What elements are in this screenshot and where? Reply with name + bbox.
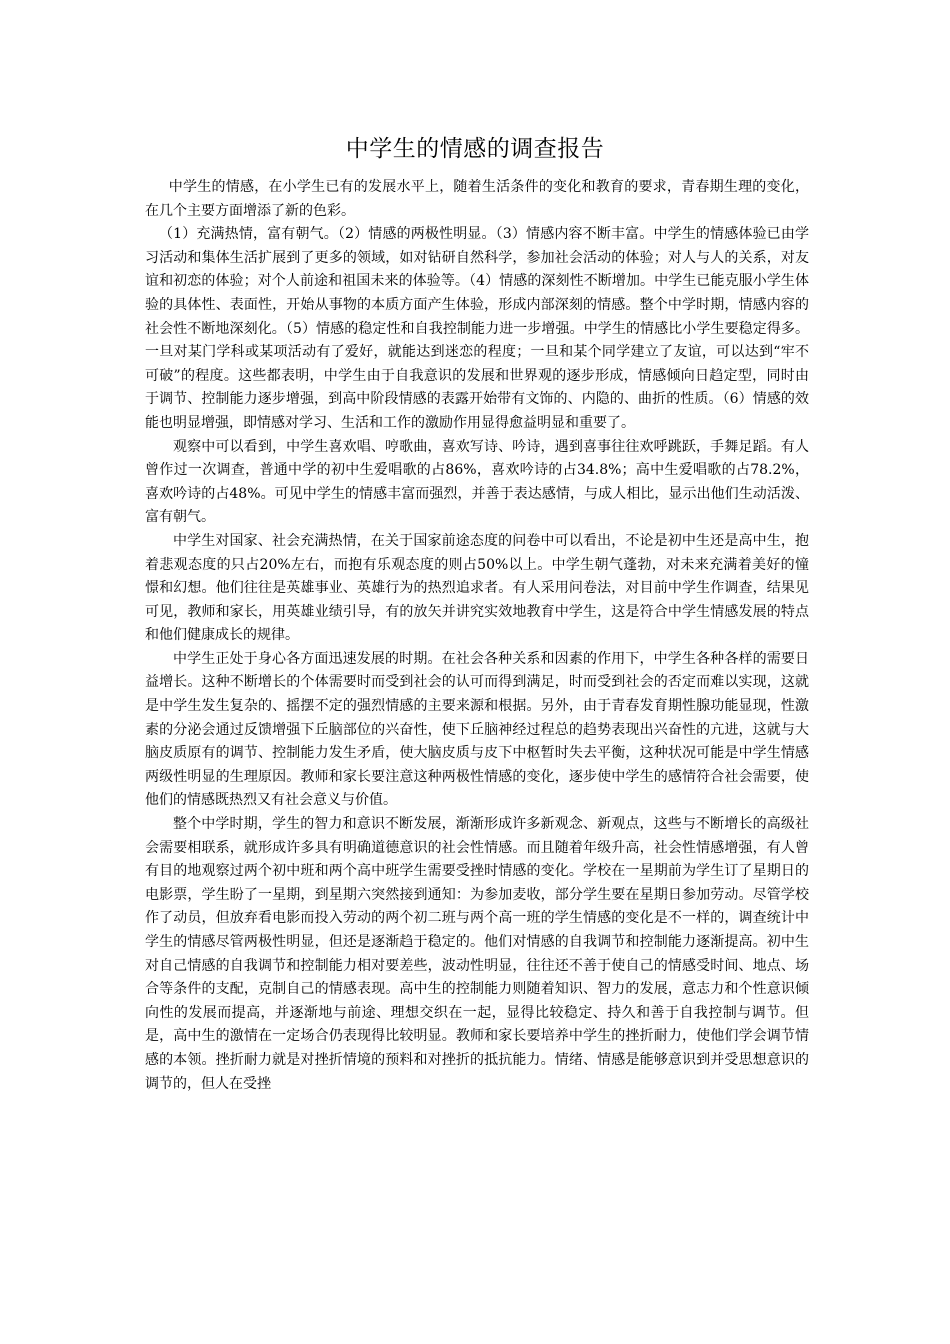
paragraph-intro: 中学生的情感，在小学生已有的发展水平上，随着生活条件的变化和教育的要求，青春期生理的变化，在几个主要方面增添了新的色彩。 bbox=[145, 179, 809, 219]
document-body bbox=[145, 176, 809, 1096]
paragraph-development: 中学生正处于身心各方面迅速发展的时期。在社会各种关系和因素的作用下，中学生各种各样的需要日益增长。这种不断增长的个体需要时而受到社会的认可而得到满足，时而受到社会的否定而难以实现，这就是中学生发生复杂的、摇摆不定的强烈情感的主要来源和根据。另外，由于青春发育期性腺功能显现，性激素的分泌会通过反馈增强下丘脑部位的兴奋性，使下丘脑神经过程总的趋势表现出兴奋性的亢进，这就与大脑皮质原有的调节、控制能力发生矛盾，使大脑皮质与皮下中枢暂时失去平衡，这种状况可能是中学生情感两级性明显的生理原因。教师和家长要注意这种两极性情感的变化，逐步使中学生的感情符合社会需要，使他们的情感既热烈又有社会意义与价值。 bbox=[145, 650, 809, 809]
paragraph-characteristics: （1）充满热情，富有朝气。（2）情感的两极性明显。（3）情感内容不断丰富。中学生的情感体验已由学习活动和集体生活扩展到了更多的领域，如对钻研自然科学，参加社会活动的体验；对人与人的关系，对友谊和初恋的体验；对个人前途和祖国未来的体验等。（4）情感的深刻性不断增加。中学生已能克服小学生体验的具体性、表面性，开始从事物的本质方面产生体验，形成内部深刻的情感。整个中学时期，情感内容的社会性不断地深刻化。（5）情感的稳定性和自我控制能力进一步增强。中学生的情感比小学生要稳定得多。一旦对某门学科或某项活动有了爱好，就能达到迷恋的程度；一旦和某个同学建立了友谊，可以达到“牢不可破”的程度。这些都表明，中学生由于自我意识的发展和世界观的逐步形成，情感倾向日趋定型，同时由于调节、控制能力逐步增强，到高中阶段情感的表露开始带有文饰的、内隐的、曲折的性质。（6）情感的效能也明显增强，即情感对学习、生活和工作的激励作用显得愈益明显和重要了。 bbox=[145, 226, 809, 431]
paragraph-enthusiasm: 中学生对国家、社会充满热情，在关于国家前途态度的问卷中可以看出，不论是初中生还是高中生，抱着悲观态度的只占20%左右，而抱有乐观态度的则占50%以上。中学生朝气蓬勃，对未来充满着美好的憧憬和幻想。他们往往是英雄事业、英雄行为的热烈追求者。有人采用问卷法，对目前中学生作调查，结果见可见，教师和家长，用英雄业绩引导，有的放矢并讲究实效地教育中学生，这是符合中学生情感发展的特点和他们健康成长的规律。 bbox=[145, 532, 809, 644]
document-title: 中学生的情感的调查报告 bbox=[345, 136, 605, 162]
paragraph-observation: 观察中可以看到，中学生喜欢唱、哼歌曲，喜欢写诗、吟诗，遇到喜事往往欢呼跳跃，手舞足蹈。有人曾作过一次调查，普通中学的初中生爱唱歌的占86%，喜欢吟诗的占34.8%；高中生爱唱歌的占78.2%，喜欢吟诗的占48%。可见中学生的情感丰富而强烈，并善于表达感情，与成人相比，显示出他们生动活泼、富有朝气。 bbox=[145, 438, 809, 526]
paragraph-middle-school-period: 整个中学时期，学生的智力和意识不断发展，渐渐形成许多新观念、新观点，这些与不断增长的高级社会需要相联系，就形成许多具有明确道德意识的社会性情感。而且随着年级升高，社会性情感增强，有人曾有目的地观察过两个初中班和两个高中班学生需要受挫时情感的变化。学校在一星期前为学生订了星期日的电影票，学生盼了一星期，到星期六突然接到通知：为参加麦收，部分学生要在星期日参加劳动。尽管学校作了动员，但放弃看电影而投入劳动的两个初二班与两个高一班的学生情感的变化是不一样的，调查统计中学生的情感尽管两极性明显，但还是逐渐趋于稳定的。他们对情感的自我调节和控制能力逐渐提高。初中生对自己情感的自我调节和控制能力相对要差些，波动性明显，往往还不善于使自己的情感受时间、地点、场合等条件的支配，克制自己的情感表现。高中生的控制能力则随着知识、智力的发展，意志力和个性意识倾向性的发展而提高，并逐渐地与前途、理想交织在一起，显得比较稳定、持久和善于自我控制与调节。但是，高中生的激情在一定场合仍表现得比较明显。教师和家长要培养中学生的挫折耐力，使他们学会调节情感的本领。挫折耐力就是对挫折情境的预料和对挫折的抵抗能力。情绪、情感是能够意识到并受思想意识的调节的，但人在受挫 bbox=[145, 816, 809, 1092]
